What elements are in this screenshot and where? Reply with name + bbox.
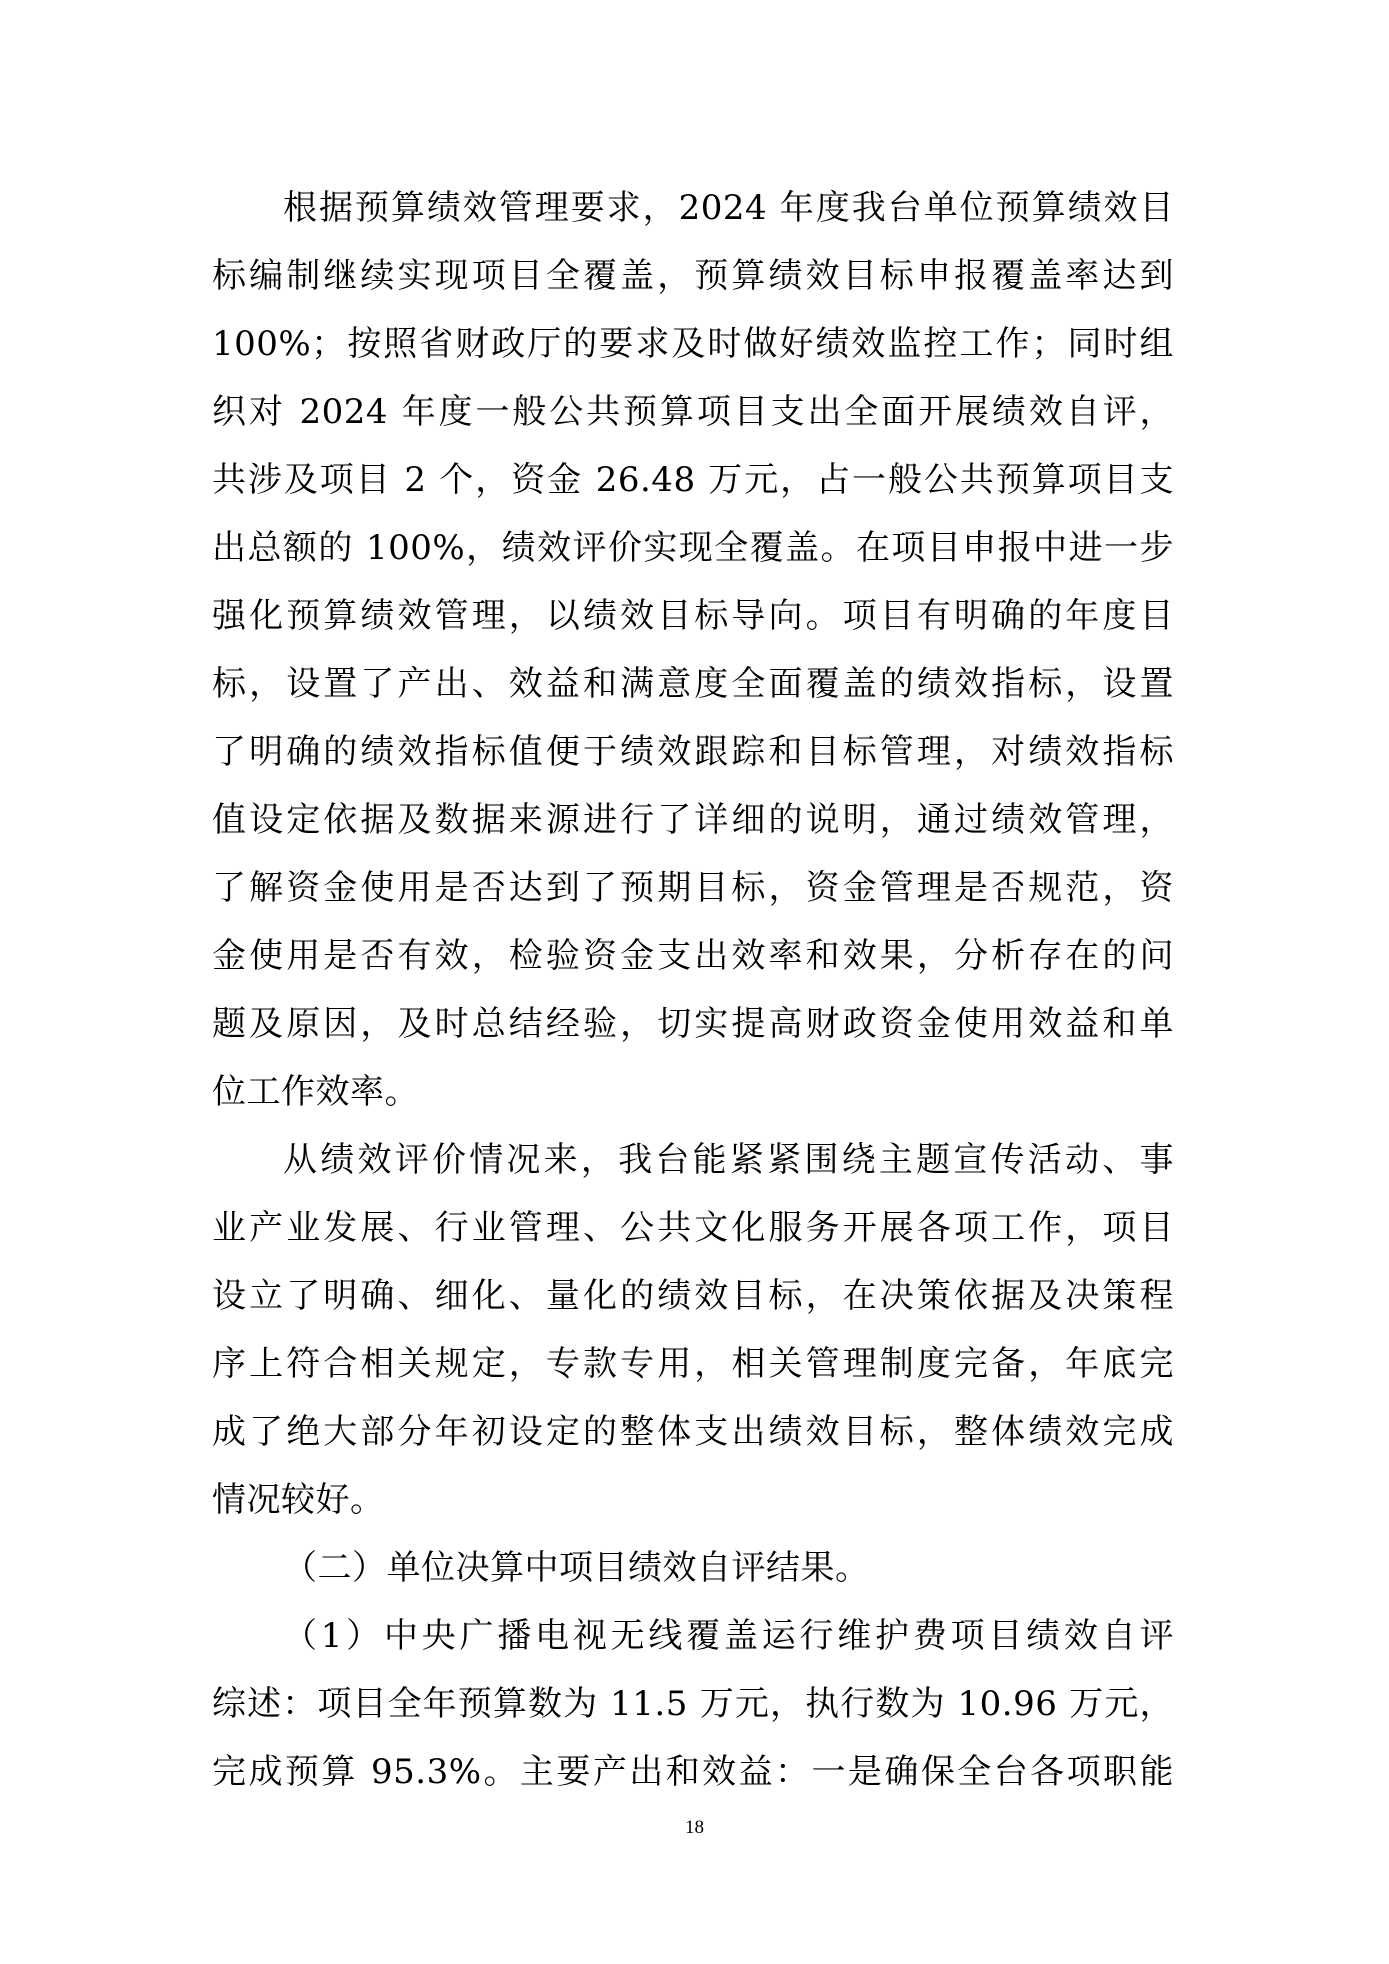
paragraph-1-line-14: 位工作效率。 — [212, 1072, 419, 1112]
paragraph-1-line-4: 织对 2024 年度一般公共预算项目支出全面开展绩效自评， — [212, 392, 1174, 432]
paragraph-2-line-5: 成了绝大部分年初设定的整体支出绩效目标，整体绩效完成 — [212, 1412, 1174, 1452]
paragraph-2-line-1: 从绩效评价情况来，我台能紧紧围绕主题宣传活动、事 — [283, 1140, 1174, 1180]
paragraph-1-line-5: 共涉及项目 2 个，资金 26.48 万元，占一般公共预算项目支 — [212, 460, 1174, 500]
paragraph-1-line-10: 值设定依据及数据来源进行了详细的说明，通过绩效管理， — [212, 800, 1174, 840]
paragraph-3-line-3: 完成预算 95.3%。主要产出和效益：一是确保全台各项职能 — [212, 1752, 1174, 1792]
paragraph-1-line-1: 根据预算绩效管理要求，2024 年度我台单位预算绩效目 — [283, 188, 1174, 228]
paragraph-2-line-4: 序上符合相关规定，专款专用，相关管理制度完备，年底完 — [212, 1344, 1174, 1384]
paragraph-1-line-7: 强化预算绩效管理，以绩效目标导向。项目有明确的年度目 — [212, 596, 1174, 636]
paragraph-2-line-6: 情况较好。 — [212, 1480, 385, 1520]
paragraph-1-line-6: 出总额的 100%，绩效评价实现全覆盖。在项目申报中进一步 — [212, 528, 1174, 568]
paragraph-3-line-2: 综述：项目全年预算数为 11.5 万元，执行数为 10.96 万元， — [212, 1684, 1174, 1724]
section-heading: （二）单位决算中项目绩效自评结果。 — [283, 1548, 870, 1588]
paragraph-1-line-9: 了明确的绩效指标值便于绩效跟踪和目标管理，对绩效指标 — [212, 732, 1174, 772]
paragraph-1-line-11: 了解资金使用是否达到了预期目标，资金管理是否规范，资 — [212, 868, 1174, 908]
paragraph-2-line-3: 设立了明确、细化、量化的绩效目标，在决策依据及决策程 — [212, 1276, 1174, 1316]
paragraph-2-line-2: 业产业发展、行业管理、公共文化服务开展各项工作，项目 — [212, 1208, 1174, 1248]
paragraph-1-line-8: 标，设置了产出、效益和满意度全面覆盖的绩效指标，设置 — [212, 664, 1174, 704]
paragraph-1-line-2: 标编制继续实现项目全覆盖，预算绩效目标申报覆盖率达到 — [212, 256, 1174, 296]
paragraph-1-line-3: 100%；按照省财政厅的要求及时做好绩效监控工作；同时组 — [212, 324, 1174, 364]
paragraph-1-line-13: 题及原因，及时总结经验，切实提高财政资金使用效益和单 — [212, 1004, 1174, 1044]
paragraph-3-line-1: （1）中央广播电视无线覆盖运行维护费项目绩效自评 — [283, 1616, 1174, 1656]
page-number: 18 — [685, 1817, 704, 1838]
paragraph-1-line-12: 金使用是否有效，检验资金支出效率和效果，分析存在的问 — [212, 936, 1174, 976]
